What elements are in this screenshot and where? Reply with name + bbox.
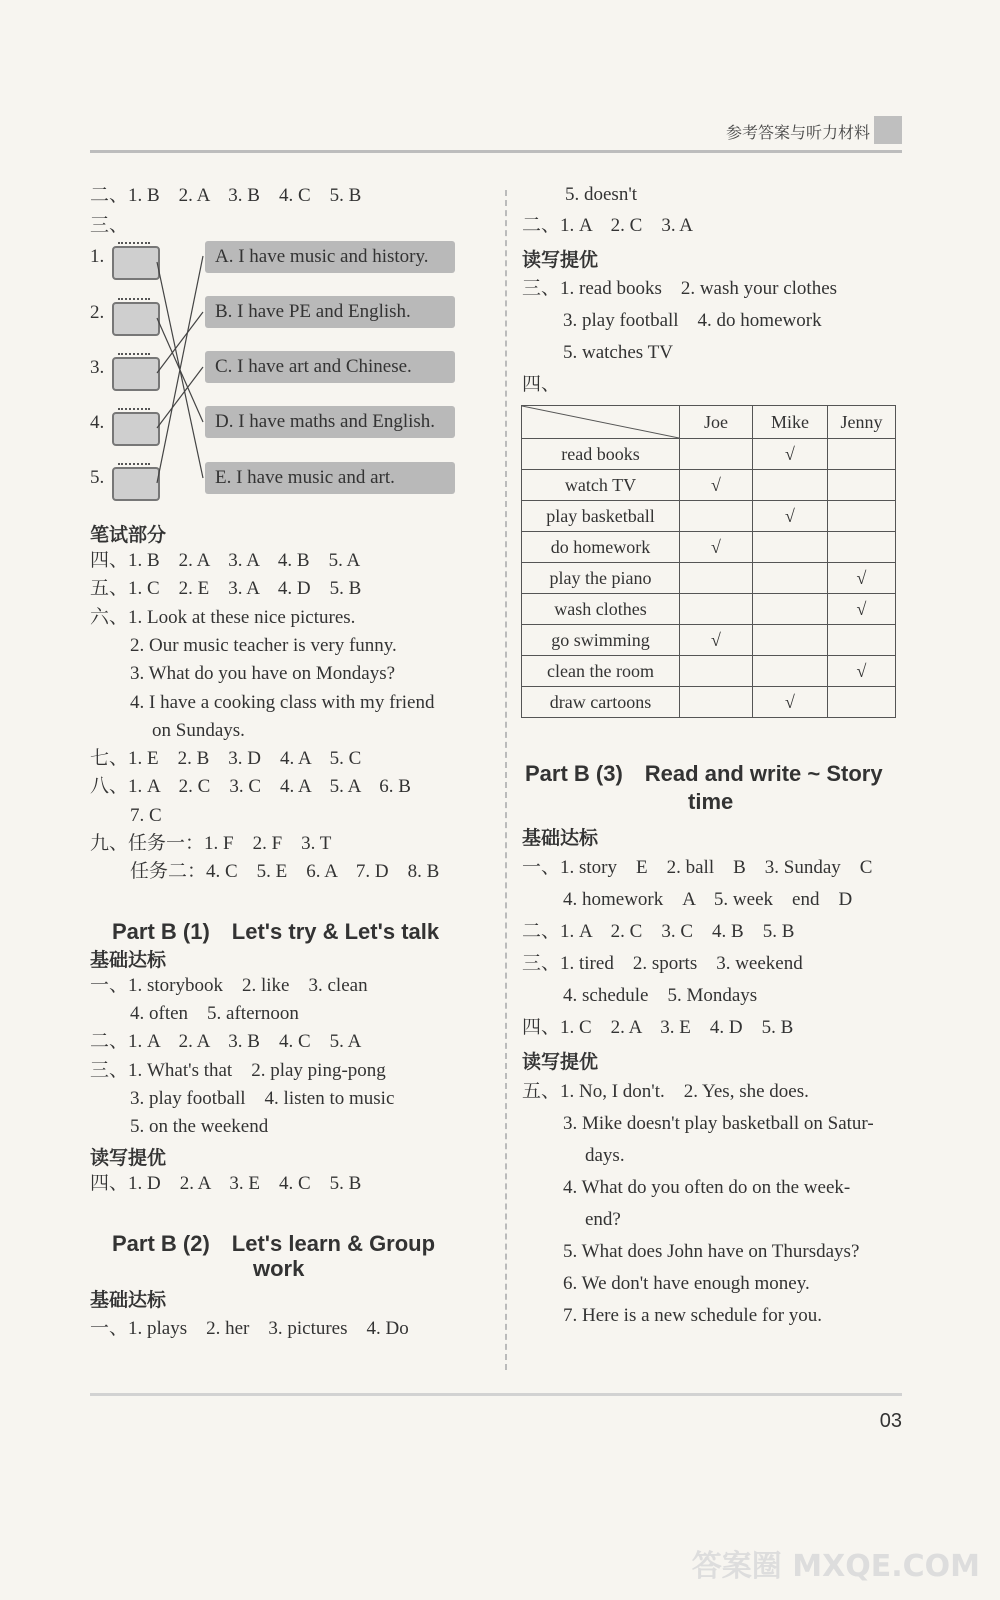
section-title: 读写提优 [522, 249, 599, 271]
table-row [522, 532, 896, 563]
check-cell [680, 594, 753, 625]
check-cell [680, 439, 753, 470]
check-cell [680, 563, 753, 594]
table-row [522, 439, 896, 470]
answer-line: 三、1. tired 2. sports 3. weekend [522, 953, 803, 974]
calendar-icon [112, 412, 160, 446]
book-icon [874, 116, 902, 144]
match-option: C. I have art and Chinese. [205, 351, 455, 383]
answer-line: 一、1. plays 2. her 3. pictures 4. Do [90, 1318, 409, 1339]
check-cell [680, 687, 753, 718]
answer-line: 二、1. B 2. A 3. B 4. C 5. B [90, 185, 362, 206]
answer-line: 4. I have a cooking class with my friend [130, 692, 435, 713]
page-number: 03 [879, 1410, 902, 1432]
answer-line: 3. play football 4. listen to music [130, 1088, 395, 1109]
check-cell: √ [680, 470, 753, 501]
check-cell [828, 501, 896, 532]
section-title: 基础达标 [522, 827, 599, 849]
answer-line: 四、 [522, 374, 561, 395]
answer-line: on Sundays. [152, 720, 245, 741]
footer-divider [90, 1393, 902, 1396]
calendar-icon [112, 302, 160, 336]
check-cell: √ [753, 687, 828, 718]
watermark: 答案圈 MXQE.COM [691, 1549, 980, 1584]
answer-line: 七、1. E 2. B 3. D 4. A 5. C [90, 748, 362, 769]
answer-line: 5. doesn't [565, 184, 638, 205]
table-header-cell: Jenny [828, 406, 896, 439]
answer-line: 5. What does John have on Thursdays? [563, 1241, 860, 1262]
answer-line: 3. Mike doesn't play basketball on Satur- [563, 1113, 874, 1134]
answer-line: 7. C [130, 805, 162, 826]
part-heading: Part B (3) Read and write ~ Story [525, 761, 883, 786]
check-cell: √ [753, 501, 828, 532]
match-number: 2. [90, 302, 105, 323]
match-option: A. I have music and history. [205, 241, 455, 273]
table-row [522, 687, 896, 718]
answer-line: 6. We don't have enough money. [563, 1273, 810, 1294]
check-cell: √ [753, 439, 828, 470]
answer-line: 2. Our music teacher is very funny. [130, 635, 397, 656]
section-title: 读写提优 [522, 1051, 599, 1073]
header-divider [90, 150, 902, 153]
answer-line: 5. watches TV [563, 342, 673, 363]
page-header-title: 参考答案与听力材料 [725, 123, 870, 142]
match-line [157, 256, 203, 483]
match-number: 4. [90, 412, 105, 433]
section-title: 笔试部分 [90, 524, 167, 546]
calendar-icon [112, 246, 160, 280]
section-title: 基础达标 [90, 949, 167, 971]
check-cell: √ [680, 532, 753, 563]
check-cell [753, 656, 828, 687]
matching-lines [155, 240, 207, 500]
activity-cell: watch TV [522, 470, 680, 501]
check-cell [680, 656, 753, 687]
answer-line: 三、 [90, 215, 129, 236]
check-cell: √ [680, 625, 753, 656]
answer-line: 四、1. D 2. A 3. E 4. C 5. B [90, 1173, 362, 1194]
check-cell [828, 687, 896, 718]
answer-line: 四、1. B 2. A 3. A 4. B 5. A [90, 550, 361, 571]
activity-cell: read books [522, 439, 680, 470]
table-header-cell: Joe [680, 406, 753, 439]
activity-cell: play the piano [522, 563, 680, 594]
check-cell [753, 532, 828, 563]
answer-line: 3. What do you have on Mondays? [130, 663, 396, 684]
check-cell [828, 532, 896, 563]
answer-line: 一、1. story E 2. ball B 3. Sunday C [522, 857, 873, 878]
table-row [522, 501, 896, 532]
answer-line: 任务二：4. C 5. E 6. A 7. D 8. B [130, 861, 440, 882]
section-title: 基础达标 [90, 1289, 167, 1311]
check-cell [753, 625, 828, 656]
activity-table [521, 405, 896, 718]
answer-line: 五、1. C 2. E 3. A 4. D 5. B [90, 578, 362, 599]
match-line [157, 312, 203, 373]
answer-line: 4. What do you often do on the week- [563, 1177, 851, 1198]
check-cell: √ [828, 656, 896, 687]
part-heading: work [253, 1256, 305, 1281]
answer-line: 六、1. Look at these nice pictures. [90, 607, 356, 628]
table-row [522, 563, 896, 594]
section-title: 读写提优 [90, 1147, 167, 1169]
table-row [522, 594, 896, 625]
part-heading: Part B (1) Let's try & Let's talk [112, 919, 440, 944]
answer-line: 二、1. A 2. C 3. A [522, 215, 694, 236]
table-row [522, 470, 896, 501]
answer-line: 五、1. No, I don't. 2. Yes, she does. [522, 1081, 809, 1102]
match-number: 3. [90, 357, 105, 378]
table-corner-cell [522, 406, 680, 439]
match-option: B. I have PE and English. [205, 296, 455, 328]
part-heading: Part B (2) Let's learn & Group [112, 1231, 436, 1256]
answer-line: 7. Here is a new schedule for you. [563, 1305, 823, 1326]
table-row [522, 625, 896, 656]
answer-line: end? [585, 1209, 621, 1230]
answer-line: 三、1. read books 2. wash your clothes [522, 278, 838, 299]
check-cell [828, 439, 896, 470]
activity-cell: play basketball [522, 501, 680, 532]
answer-line: 四、1. C 2. A 3. E 4. D 5. B [522, 1017, 794, 1038]
answer-line: 二、1. A 2. A 3. B 4. C 5. A [90, 1031, 362, 1052]
check-cell [680, 501, 753, 532]
answer-line: 4. schedule 5. Mondays [563, 985, 758, 1006]
answer-line: 5. on the weekend [130, 1116, 269, 1137]
table-row [522, 656, 896, 687]
check-cell: √ [828, 563, 896, 594]
answer-line: 二、1. A 2. C 3. C 4. B 5. B [522, 921, 795, 942]
match-number: 5. [90, 467, 105, 488]
answer-line: days. [585, 1145, 625, 1166]
answer-line: 三、1. What's that 2. play ping-pong [90, 1060, 386, 1081]
answer-line: 3. play football 4. do homework [563, 310, 822, 331]
calendar-icon [112, 467, 160, 501]
match-option: D. I have maths and English. [205, 406, 455, 438]
match-number: 1. [90, 246, 105, 267]
answer-line: 一、1. storybook 2. like 3. clean [90, 975, 368, 996]
activity-cell: wash clothes [522, 594, 680, 625]
activity-cell: clean the room [522, 656, 680, 687]
column-divider [505, 190, 507, 1370]
answer-line: 九、任务一：1. F 2. F 3. T [90, 833, 332, 854]
calendar-icon [112, 357, 160, 391]
check-cell: √ [828, 594, 896, 625]
part-heading: time [688, 789, 734, 814]
answer-line: 八、1. A 2. C 3. C 4. A 5. A 6. B [90, 776, 411, 797]
table-header-row [522, 406, 896, 439]
check-cell [828, 625, 896, 656]
check-cell [753, 470, 828, 501]
match-option: E. I have music and art. [205, 462, 455, 494]
table-header-cell: Mike [753, 406, 828, 439]
activity-cell: draw cartoons [522, 687, 680, 718]
check-cell [753, 594, 828, 625]
activity-cell: go swimming [522, 625, 680, 656]
activity-cell: do homework [522, 532, 680, 563]
match-line [157, 367, 203, 428]
check-cell [828, 470, 896, 501]
answer-line: 4. homework A 5. week end D [563, 889, 853, 910]
answer-line: 4. often 5. afternoon [130, 1003, 299, 1024]
check-cell [753, 563, 828, 594]
